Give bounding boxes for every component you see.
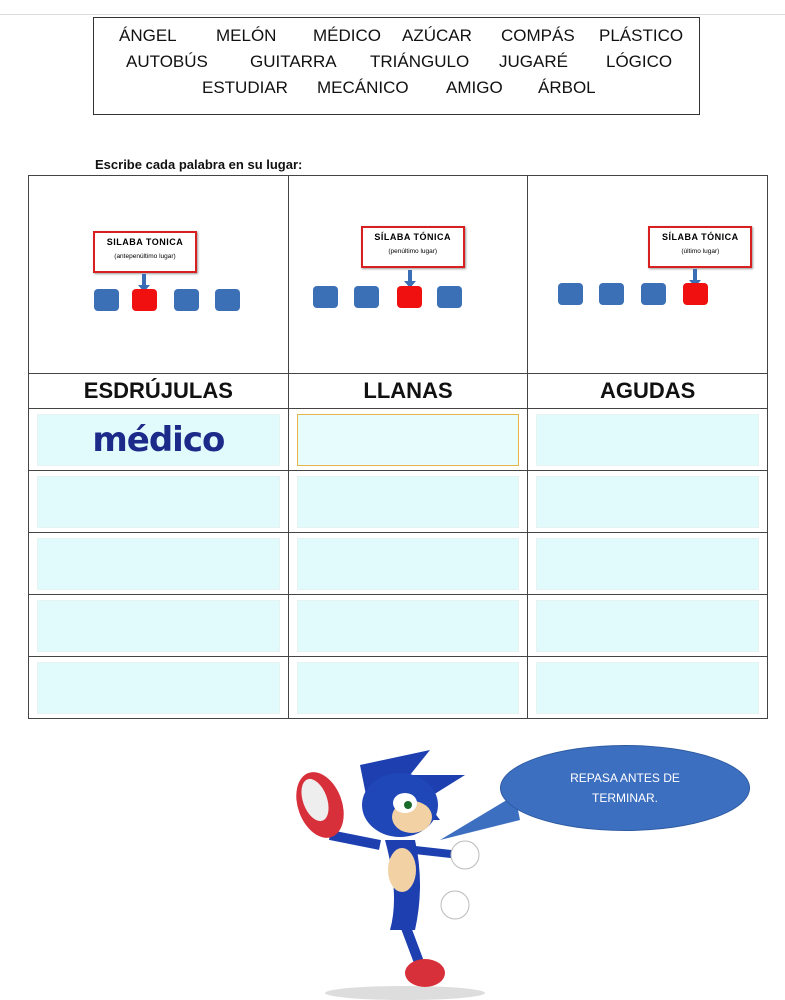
instruction: Escribe cada palabra en su lugar: — [95, 157, 303, 172]
answer-field[interactable] — [297, 538, 520, 590]
header-esdrujulas: ESDRÚJULAS — [29, 374, 289, 409]
answer-field[interactable] — [536, 662, 759, 714]
stress-box: SILABA TONICA (antepenúltimo lugar) — [93, 231, 197, 273]
answer-field[interactable] — [37, 476, 280, 528]
answer-field[interactable] — [37, 538, 280, 590]
diagram-esdrujulas — [29, 176, 289, 374]
classification-table — [28, 175, 768, 719]
word: JUGARÉ — [499, 52, 568, 71]
syllable-square — [174, 289, 199, 311]
word: AZÚCAR — [402, 26, 472, 45]
word: COMPÁS — [501, 26, 575, 45]
diagram-agudas — [528, 176, 768, 374]
syllable-square — [313, 286, 338, 308]
answer-field[interactable] — [297, 662, 520, 714]
header-agudas: AGUDAS — [528, 374, 768, 409]
syllable-square — [437, 286, 462, 308]
word: MELÓN — [216, 26, 277, 45]
stress-box: SÍLABA TÓNICA (último lugar) — [648, 226, 752, 268]
arrow-icon — [408, 270, 412, 282]
answer-field[interactable] — [297, 600, 520, 652]
answer-field[interactable] — [536, 538, 759, 590]
word: ESTUDIAR — [202, 78, 288, 97]
word: AUTOBÚS — [126, 52, 208, 71]
speech-bubble — [500, 745, 750, 831]
word: PLÁSTICO — [599, 26, 684, 45]
bubble-text-line2: TERMINAR. — [592, 791, 658, 805]
word-bank — [93, 17, 700, 115]
bubble-text-line1: REPASA ANTES DE — [570, 771, 680, 785]
top-divider — [0, 14, 785, 15]
syllable-square — [215, 289, 240, 311]
word: MÉDICO — [313, 26, 381, 45]
arrow-icon — [693, 269, 697, 281]
word: GUITARRA — [250, 52, 337, 71]
word: MECÁNICO — [317, 78, 409, 97]
arrow-icon — [142, 274, 146, 286]
answer-field[interactable] — [536, 414, 759, 466]
answer-field[interactable]: médico — [37, 414, 280, 466]
syllable-square — [94, 289, 119, 311]
syllable-square-stressed — [397, 286, 422, 308]
answer-field[interactable] — [37, 662, 280, 714]
word: ÁNGEL — [119, 26, 177, 45]
diagram-llanas — [288, 176, 528, 374]
syllable-square-stressed — [132, 289, 157, 311]
sonic-character-illustration — [290, 745, 520, 1000]
word: AMIGO — [446, 78, 503, 97]
syllable-square — [599, 283, 624, 305]
word: ÁRBOL — [538, 78, 596, 97]
word: TRIÁNGULO — [370, 52, 470, 71]
answer-field[interactable] — [297, 414, 520, 466]
header-llanas: LLANAS — [288, 374, 528, 409]
answer-field[interactable] — [536, 600, 759, 652]
syllable-square — [641, 283, 666, 305]
syllable-square — [558, 283, 583, 305]
syllable-square — [354, 286, 379, 308]
answer-field[interactable] — [536, 476, 759, 528]
word: LÓGICO — [606, 52, 673, 71]
syllable-square-stressed — [683, 283, 708, 305]
answer-field[interactable] — [37, 600, 280, 652]
stress-box: SÍLABA TÓNICA (penúltimo lugar) — [361, 226, 465, 268]
answer-field[interactable] — [297, 476, 520, 528]
